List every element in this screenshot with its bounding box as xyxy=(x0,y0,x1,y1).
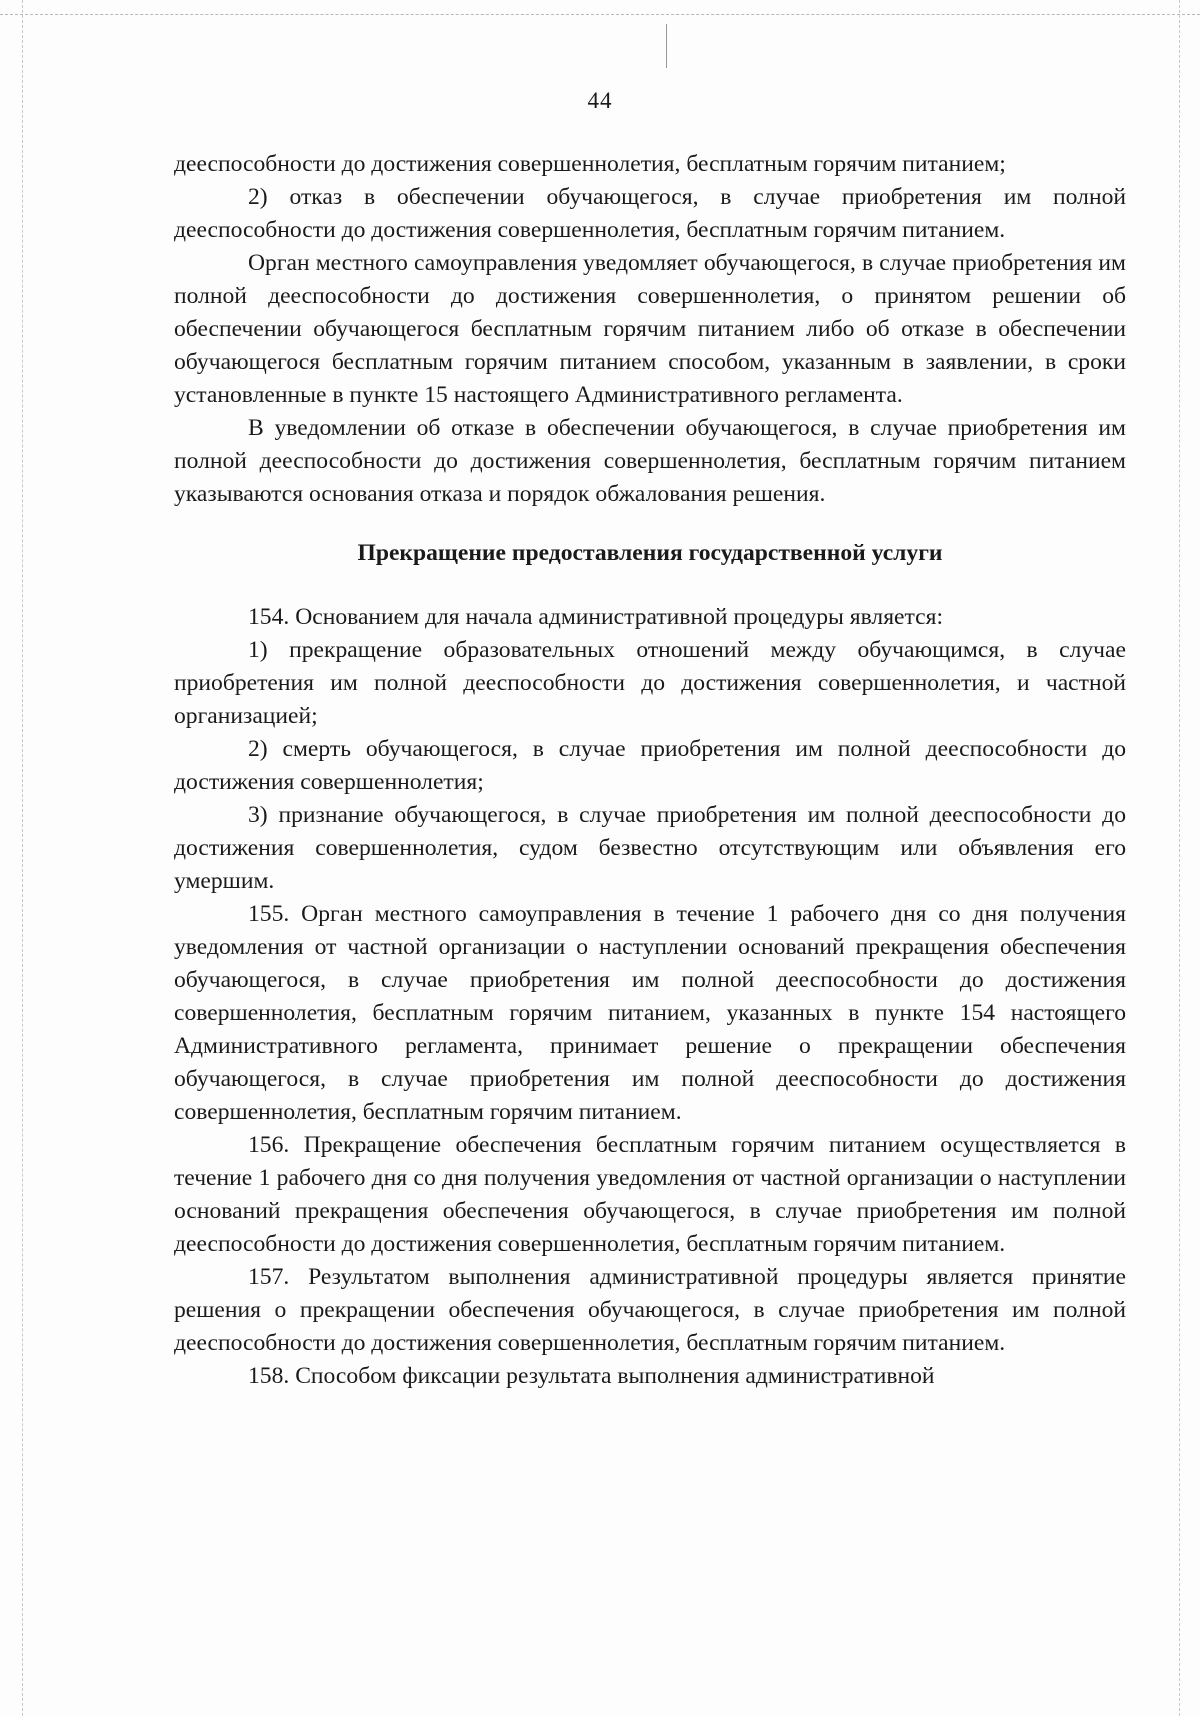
paragraph: 1) прекращение образовательных отношений между обучающимся, в случае приобретения им полной дееспособности до достижения совершеннолетия, и частной организацией; xyxy=(174,637,1126,729)
paragraph: 3) признание обучающегося, в случае приобретения им полной дееспособности до достижения совершеннолетия, судом безвестно отсутствующим или объявления его умершим. xyxy=(174,802,1126,894)
scan-edge-top xyxy=(0,14,1200,15)
scan-artifact-mark xyxy=(666,24,667,68)
paragraph: В уведомлении об отказе в обеспечении обучающегося, в случае приобретения им полной дееспособности до достижения совершеннолетия, бесплатным горячим питанием указываются основания отказа и порядок обжалования решения. xyxy=(174,415,1126,507)
paragraph: 154. Основанием для начала административной процедуры является: xyxy=(248,604,944,630)
paragraph-continuation: дееспособности до достижения совершеннолетия, бесплатным горячим питанием; xyxy=(174,151,1006,177)
document-body xyxy=(174,148,1126,1393)
paragraph: 2) отказ в обеспечении обучающегося, в случае приобретения им полной дееспособности до достижения совершеннолетия, бесплатным горячим питанием. xyxy=(174,184,1126,243)
scan-edge-left xyxy=(22,0,23,1716)
paragraph: 2) смерть обучающегося, в случае приобретения им полной дееспособности до достижения совершеннолетия; xyxy=(174,736,1126,795)
page-number: 44 xyxy=(587,88,613,113)
paragraph: 157. Результатом выполнения административной процедуры является принятие решения о прекращении обеспечения обучающегося, в случае приобретения им полной дееспособности до достижения совершеннолетия, бесплатным горячим питанием. xyxy=(174,1264,1126,1356)
paragraph: 155. Орган местного самоуправления в течение 1 рабочего дня со дня получения уведомления от частной организации о наступлении оснований прекращения обеспечения обучающегося, в случае приобретения им полной дееспособности до достижения совершеннолетия, бесплатным горячим питанием, указанных в пункте 154 настоящего Административного регламента, принимает решение о прекращении обеспечения обучающегося, в случае приобретения им полной дееспособности до достижения совершеннолетия, бесплатным горячим питанием. xyxy=(174,901,1126,1125)
paragraph: 158. Способом фиксации результата выполнения административной xyxy=(248,1363,935,1389)
paragraph: Орган местного самоуправления уведомляет обучающегося, в случае приобретения им полной дееспособности до достижения совершеннолетия, о принятом решении об обеспечении обучающегося бесплатным горячим питанием либо об отказе в обеспечении обучающегося бесплатным горячим питанием способом, указанным в заявлении, в сроки установленные в пункте 15 настоящего Административного регламента. xyxy=(174,250,1126,408)
paragraph: 156. Прекращение обеспечения бесплатным горячим питанием осуществляется в течение 1 рабочего дня со дня получения уведомления от частной организации о наступлении оснований прекращения обеспечения обучающегося, в случае приобретения им полной дееспособности до достижения совершеннолетия, бесплатным горячим питанием. xyxy=(174,1132,1126,1257)
scan-edge-right xyxy=(1179,0,1180,1716)
section-heading: Прекращение предоставления государственной услуги xyxy=(357,540,943,566)
